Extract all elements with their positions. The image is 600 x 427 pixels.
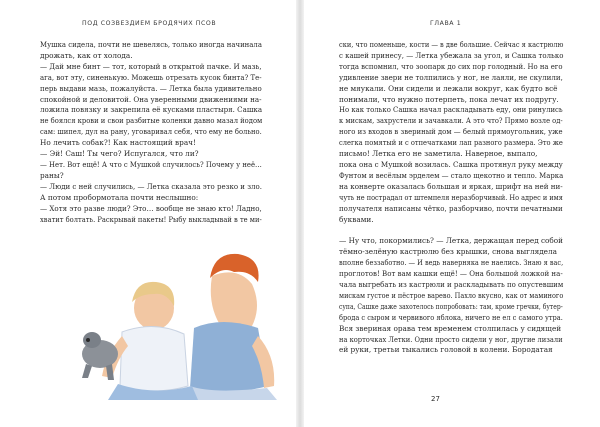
text-line: буквами. bbox=[339, 214, 374, 224]
text-line: слегка помятый и с отпечатками лап разного размера. Это же bbox=[339, 138, 563, 148]
text-line: брода с сыром и червивого яблока, ничего не ел с самого утра. bbox=[339, 312, 563, 322]
text-line: перь выдави мазь, пожалуйста. — Летка была удивительно bbox=[40, 83, 262, 93]
text-line: с кашей принесу, — Летка убежала за угол, и Сашка только bbox=[339, 50, 564, 60]
text-line: ей руки, третьи тыкались головой в колени. Бородатая bbox=[339, 345, 553, 355]
text-line: удивление звери не толпились у ног, не лаяли, не скулили, bbox=[339, 72, 563, 82]
text-line: тёмно-зелёную кастрюлю без крышки, снова выглядела bbox=[339, 247, 557, 257]
text-line: получателя написаны чётко, разборчиво, почти печатными bbox=[339, 203, 563, 213]
text-line: — Хотя это разве люди? Это… вообще не знаю кто! Ладно, bbox=[40, 203, 262, 213]
left-page bbox=[0, 0, 296, 427]
text-line: не боялся крови и свои разбитые коленки давно мазал йодом bbox=[40, 116, 263, 126]
text-line: супа, Сашке даже захотелось попробовать: там, кроме гречки, бутер- bbox=[339, 301, 563, 311]
text-line: Но как только Сашка начал раскладывать еду, они ринулись bbox=[339, 105, 563, 115]
text-line: хватит болтать. Раскрывай пакеты! Рыбу выкладывай в те ми- bbox=[40, 214, 262, 224]
text-line: ски, что поменьше, кости — в две большие. Сейчас я кастрюлю bbox=[339, 40, 564, 49]
paragraph-gap bbox=[339, 225, 563, 236]
text-line: не мяукали. Они сидели и лежали вокруг, как будто всё bbox=[339, 83, 558, 93]
text-line: Мушка сидела, почти не шевелясь, только иногда начинала bbox=[40, 40, 262, 49]
left-page-text bbox=[40, 40, 262, 225]
text-line: к мискам, захрустели и зачавкали. А это что? Прямо возле од- bbox=[339, 116, 563, 126]
text-line: сам: шипел, дул на рану, уговаривал себя, что ему не больно. bbox=[40, 127, 262, 137]
text-line: Но лечить собак?! Как настоящий врач! bbox=[40, 138, 196, 148]
text-line: письмо! Летка его не заметила. Наверное, выпало, bbox=[339, 149, 538, 159]
text-line: понимали, что нужно потерпеть, пока лечат их подругу. bbox=[339, 94, 559, 104]
text-line: тогда вспомнил, что зоопарк до сих пор голодный. Но на его bbox=[339, 61, 563, 71]
text-line: ага, вот эту, синенькую. Можешь отрезать кусок бинта? Те- bbox=[40, 72, 262, 82]
right-page bbox=[304, 0, 600, 427]
text-line: на корточках Летки. Одни просто сидели у ног, другие лизали bbox=[339, 334, 563, 344]
running-head-right: ГЛАВА 1 bbox=[430, 20, 462, 27]
text-line: чала выгребать из кастрюли и раскладывать по опустевшим bbox=[339, 280, 564, 290]
blond-boy bbox=[102, 282, 198, 400]
text-line: ложила повязку и закрепила её кусками пластыря. Сашка bbox=[40, 105, 263, 115]
text-line: пока она с Мушкой возилась. Сашка протянул руку между bbox=[339, 159, 563, 169]
running-head-left: ПОД СОЗВЕЗДИЕМ БРОДЯЧИХ ПСОВ bbox=[82, 20, 217, 27]
text-line: — Эй! Саш! Ты чего? Испугался, что ли? bbox=[40, 149, 199, 159]
book-gutter bbox=[296, 0, 304, 427]
text-line: спокойной и деловитой. Она уверенными движениями на- bbox=[40, 94, 262, 104]
page-number: 27 bbox=[431, 395, 440, 403]
text-line: ного из входов в звериный дом — белый прямоугольник, уже bbox=[339, 127, 563, 137]
text-line: — Люди с ней случились, — Летка сказала это резко и зло. bbox=[40, 181, 262, 191]
text-line: Фунтом и весёлым эрделем — стало щекотно и тепло. Марка bbox=[339, 170, 564, 180]
small-dog bbox=[82, 332, 118, 380]
text-line: на конверте оказалась большая и яркая, шрифт на ней ни- bbox=[339, 181, 563, 191]
text-line: раны? bbox=[40, 170, 64, 180]
text-line: чуть не пострадал от штемпеля неразборчивый. Но адрес и имя bbox=[339, 192, 563, 202]
text-line: — Нет. Вот ещё! А что с Мушкой случилось? Почему у неё… bbox=[40, 159, 262, 169]
children-with-dog-illustration bbox=[62, 236, 286, 402]
text-line: проглотов! Вот вам кашки ещё! — Она большой ложкой на- bbox=[339, 269, 563, 279]
text-line: вполне беззаботно. — И ведь наверняка не наелись. Знаю я вас, bbox=[339, 258, 564, 268]
text-line: Вся звериная орава тем временем столпилась у сидящей bbox=[339, 323, 562, 333]
text-line: мискам густое и пёстрое варево. Пахло вкусно, как от маминого bbox=[339, 290, 564, 300]
text-line: дрожать, как от холода. bbox=[40, 50, 133, 60]
text-line: А потом пробормотала почти неслышно: bbox=[40, 192, 199, 202]
red-haired-boy bbox=[180, 254, 277, 400]
text-line: — Ну что, покормились? — Летка, держащая перед собой bbox=[339, 236, 564, 246]
text-line: — Дай мне бинт — тот, который в открытой пачке. И мазь, bbox=[40, 61, 262, 71]
right-page-text bbox=[339, 40, 563, 356]
